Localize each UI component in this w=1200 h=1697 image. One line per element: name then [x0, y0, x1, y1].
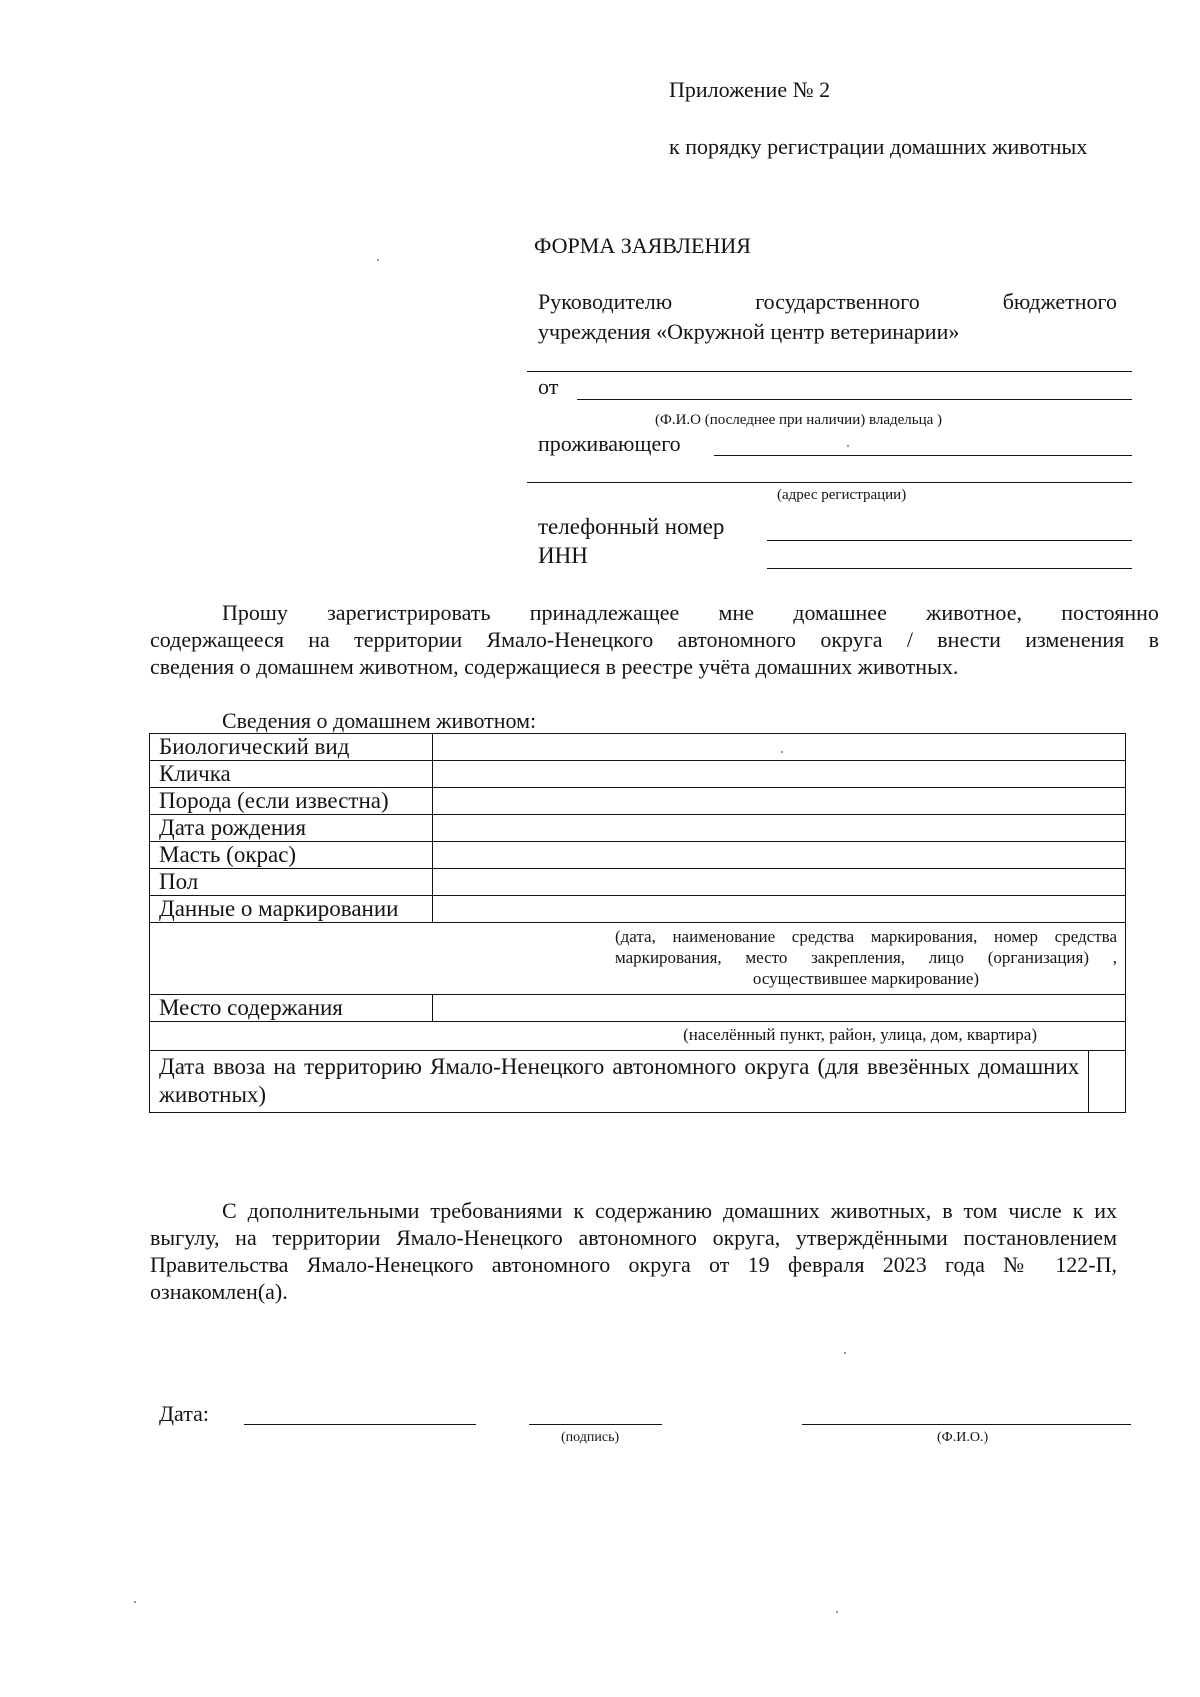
name-input[interactable] [433, 761, 1126, 788]
appendix-number: Приложение № 2 [669, 77, 831, 102]
import-date-input[interactable] [1089, 1051, 1126, 1113]
date-label: Дата: [159, 1401, 209, 1426]
request-word: зарегистрировать [327, 600, 491, 625]
scan-speck [781, 751, 783, 753]
fio-hint: (Ф.И.О (последнее при наличии) владельца ) [655, 412, 943, 428]
phone-field[interactable] [767, 540, 1132, 541]
table-row [150, 788, 1126, 815]
pet-info-table [149, 733, 1126, 1113]
request-word: постоянно [1061, 600, 1159, 625]
address-field-line-2[interactable] [527, 482, 1132, 483]
row-label-location: Место содержания [150, 995, 433, 1022]
table-row [150, 1051, 1126, 1113]
inn-label: ИНН [538, 543, 588, 568]
request-line-2: содержащееся на территории Ямало-Ненецкого автономного округа / внести изменения в [150, 627, 1159, 652]
inn-field[interactable] [767, 568, 1132, 569]
request-line-3: сведения о домашнем животном, содержащиеся в реестре учёта домашних животных. [150, 654, 959, 679]
table-row [150, 896, 1126, 923]
pet-info-heading: Сведения о домашнем животном: [222, 708, 537, 733]
table-row [150, 995, 1126, 1022]
date-field[interactable] [244, 1424, 476, 1425]
request-word: Прошу [222, 600, 288, 625]
from-label: от [538, 374, 559, 399]
address-field-line-1[interactable] [714, 455, 1132, 456]
scan-speck [844, 1352, 846, 1354]
table-row [150, 842, 1126, 869]
import-date-label: Дата ввоза на территорию Ямало-Ненецкого автономного округа (для ввезённых домашних животных) [159, 1054, 1080, 1107]
request-word: домашнее [793, 600, 887, 625]
row-label-breed: Порода (если известна) [150, 788, 433, 815]
breed-input[interactable] [433, 788, 1126, 815]
addressee-line-2: учреждения «Окружной центр ветеринарии» [538, 319, 960, 344]
table-row [150, 869, 1126, 896]
species-input[interactable] [433, 734, 1126, 761]
addressee-word: бюджетного [1002, 289, 1117, 314]
row-label-marking: Данные о маркировании [150, 896, 433, 923]
sex-input[interactable] [433, 869, 1126, 896]
marking-hint: (дата, наименование средства маркирования, номер средства маркирования, место закрепления, лицо (организация) , осуществившее маркирование) [615, 927, 1117, 988]
table-row [150, 734, 1126, 761]
request-word: мне [718, 600, 754, 625]
location-hint-cell [150, 1022, 1126, 1051]
scan-speck [377, 259, 379, 261]
scan-speck [836, 1611, 838, 1613]
row-label-import-date [150, 1051, 1089, 1113]
marking-hint-cell [150, 923, 1126, 995]
request-word: животное, [926, 600, 1022, 625]
appendix-subtitle: к порядку регистрации домашних животных [669, 134, 1088, 159]
row-label-birthdate: Дата рождения [150, 815, 433, 842]
marking-input[interactable] [433, 896, 1126, 923]
signature-fio-hint: (Ф.И.О.) [937, 1430, 989, 1445]
signature-field[interactable] [529, 1424, 662, 1425]
row-label-species: Биологический вид [150, 734, 433, 761]
birthdate-input[interactable] [433, 815, 1126, 842]
addressee-word: Руководителю [538, 289, 673, 314]
row-label-sex: Пол [150, 869, 433, 896]
residing-label: проживающего [538, 431, 681, 456]
phone-label: телефонный номер [538, 514, 725, 539]
table-row [150, 815, 1126, 842]
scan-speck [134, 1601, 136, 1603]
table-row [150, 761, 1126, 788]
signature-fio-field[interactable] [802, 1424, 1131, 1425]
location-hint: (населённый пункт, район, улица, дом, квартира) [683, 1025, 1037, 1044]
row-label-color: Масть (окрас) [150, 842, 433, 869]
address-hint: (адрес регистрации) [777, 487, 907, 503]
applicant-top-line [527, 371, 1132, 372]
location-input[interactable] [433, 995, 1126, 1022]
signature-hint: (подпись) [561, 1430, 620, 1445]
addressee-line-1 [538, 288, 1117, 316]
table-row [150, 1022, 1126, 1051]
color-input[interactable] [433, 842, 1126, 869]
form-title: ФОРМА ЗАЯВЛЕНИЯ [534, 233, 751, 258]
request-word: принадлежащее [529, 600, 680, 625]
table-row [150, 923, 1126, 995]
fio-field[interactable] [577, 399, 1132, 400]
row-label-name: Кличка [150, 761, 433, 788]
acknowledgement-text: С дополнительными требованиями к содержанию домашних животных, в том числе к их выгулу, на территории Ямало-Ненецкого автономного округа, утверждёнными постановлением Правительства Ямало-Ненецкого автономного округа от 19 февраля 2023 года № 122-П, ознакомлен(а). [150, 1198, 1117, 1304]
addressee-word: государственного [755, 289, 920, 314]
scan-speck [847, 445, 849, 447]
request-line-1 [222, 599, 1159, 627]
